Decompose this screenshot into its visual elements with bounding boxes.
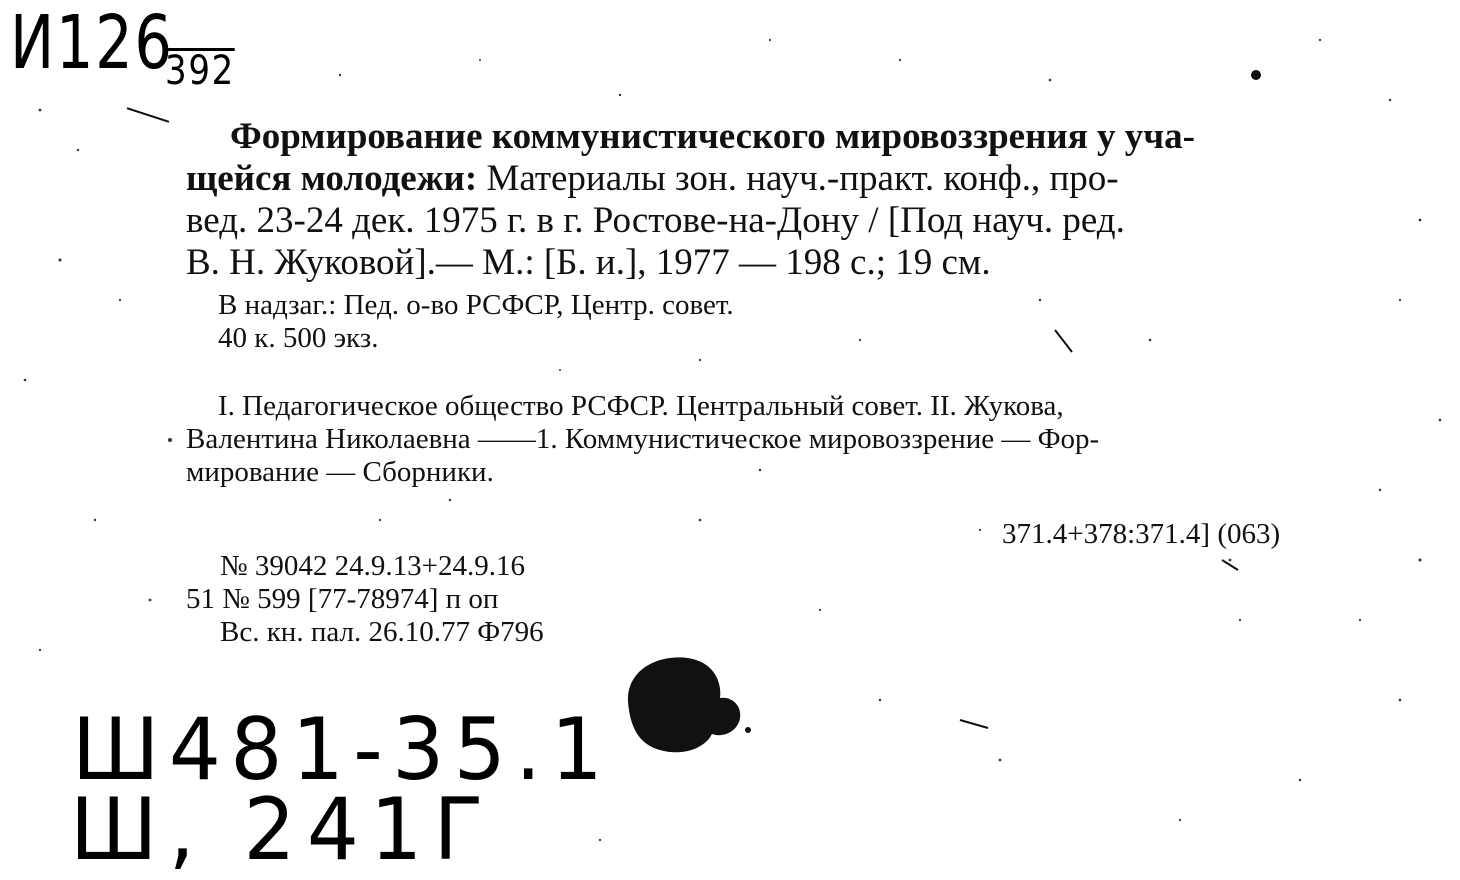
pencil-mark <box>127 107 169 122</box>
pub-data-line-1: № 39042 24.9.13+24.9.16 <box>220 550 526 582</box>
udc-index: 371.4+378:371.4] (063) <box>1002 518 1281 550</box>
pub-data-line-2: 51 № 599 [77-78974] п оп <box>186 583 499 615</box>
entry-line-3: вед. 23-24 дек. 1975 г. в г. Ростове-на-Дону / [Под науч. ред. <box>186 200 1125 241</box>
title-line-1: Формирование коммунистического мировоззрения у уча- <box>230 116 1195 157</box>
subject-tracings <box>186 390 1352 489</box>
title-line-2: щейся молодежи: Материалы зон. науч.-практ. конф., про- <box>186 158 1119 199</box>
tracing-line-1: I. Педагогическое общество РСФСР. Центральный совет. II. Жукова, <box>218 390 1064 422</box>
handwritten-call-number: И126 <box>10 0 174 86</box>
handwritten-shelf-mark: Ш, 241Г <box>70 780 495 880</box>
tracing-line-3: мирование — Сборники. <box>186 456 494 488</box>
entry-line-4: В. Н. Жуковой].— М.: [Б. и.], 1977 — 198 с.; 19 см. <box>186 242 991 283</box>
bibliographic-entry <box>186 116 1352 284</box>
series-note: В надзаг.: Пед. о-во РСФСР, Центр. совет. <box>218 289 734 321</box>
pub-data-line-3: Вс. кн. пал. 26.10.77 Ф796 <box>220 616 544 648</box>
ink-blot <box>618 652 798 762</box>
tracing-line-2: Валентина Николаевна ——1. Коммунистическое мировоззрение — Фор- <box>186 423 1100 455</box>
ink-dot <box>1251 70 1261 80</box>
publication-data <box>186 550 544 649</box>
handwritten-call-number-sub: 392 <box>165 48 236 94</box>
price-note: 40 к. 500 экз. <box>218 322 379 354</box>
handwritten-class-number: Ш481-35.1 <box>72 700 613 800</box>
